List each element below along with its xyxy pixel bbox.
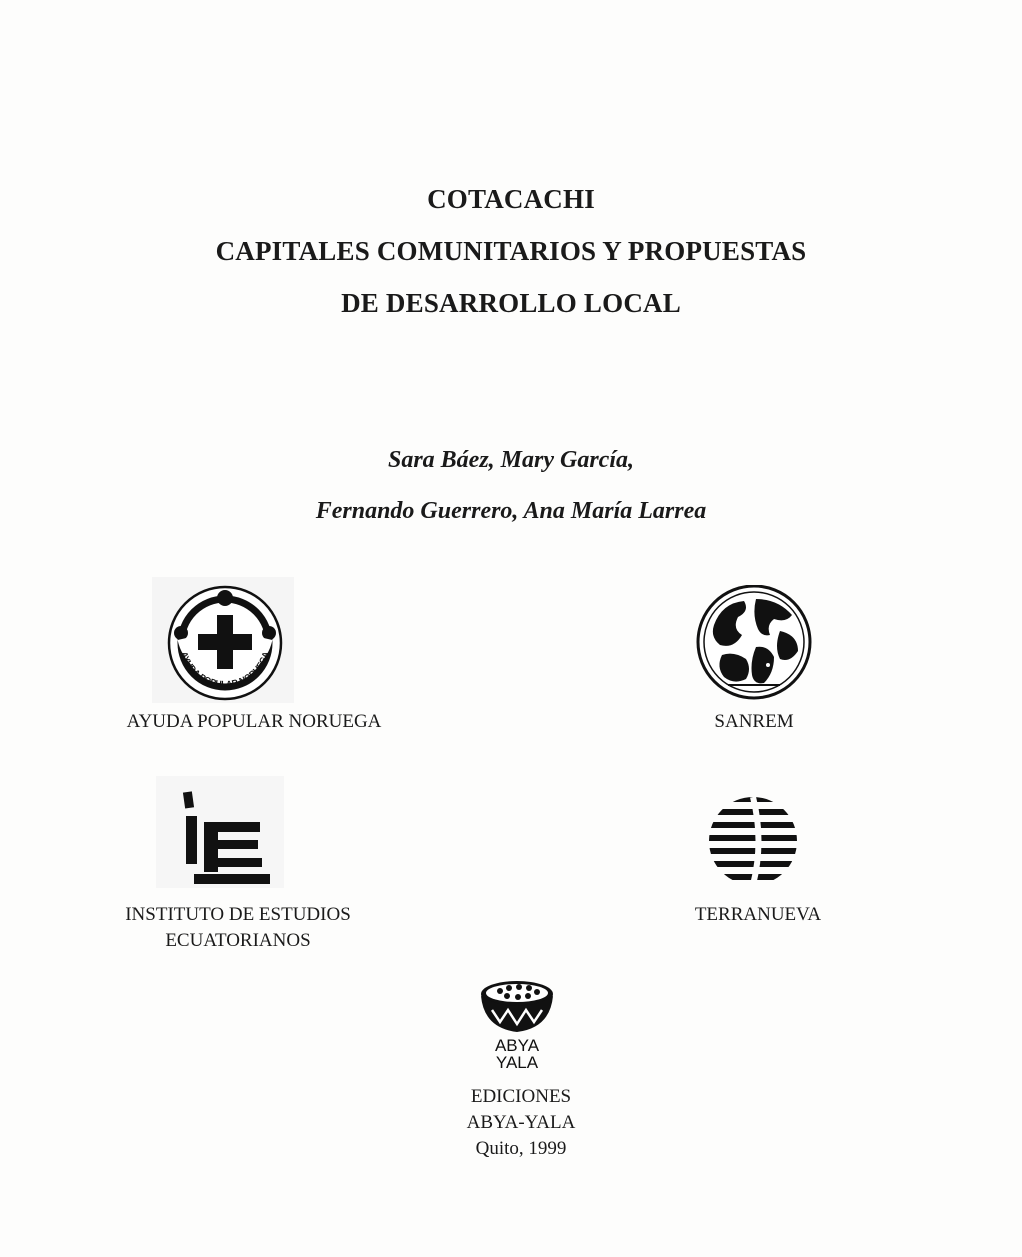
globe-seal-icon <box>694 585 816 701</box>
apn-logo-text: AYUDA POPULAR NORUEGA <box>179 650 271 689</box>
title-line-3: DE DESARROLLO LOCAL <box>341 288 681 318</box>
apn-caption: AYUDA POPULAR NORUEGA <box>126 711 382 732</box>
publisher-block <box>411 1084 631 1162</box>
abya-logo-line-2: YALA <box>495 1053 539 1072</box>
publisher-line-3: Quito, 1999 <box>475 1138 567 1159</box>
authors-line-1: Sara Báez, Mary García, <box>387 447 634 473</box>
red-cross-circle-icon <box>152 577 294 703</box>
abya-yala-bowl-icon <box>474 976 560 1072</box>
title-line-2: CAPITALES COMUNITARIOS Y PROPUESTAS <box>215 236 807 266</box>
iee-caption-line-2: ECUATORIANOS <box>165 930 311 951</box>
publisher-line-1: EDICIONES <box>470 1086 572 1107</box>
terranueva-caption: TERRANUEVA <box>694 904 822 925</box>
title-line-1: COTACACHI <box>427 184 595 214</box>
iee-logo-icon <box>156 776 284 888</box>
striped-sphere-icon <box>706 796 800 888</box>
publisher-line-2: ABYA-YALA <box>466 1112 576 1133</box>
authors-line-2: Fernando Guerrero, Ana María Larrea <box>315 498 707 524</box>
iee-caption-line-1: INSTITUTO DE ESTUDIOS <box>125 904 351 925</box>
sanrem-caption: SANREM <box>714 711 794 732</box>
iee-caption <box>100 902 376 954</box>
abya-logo-line-1: ABYA <box>494 1036 540 1055</box>
